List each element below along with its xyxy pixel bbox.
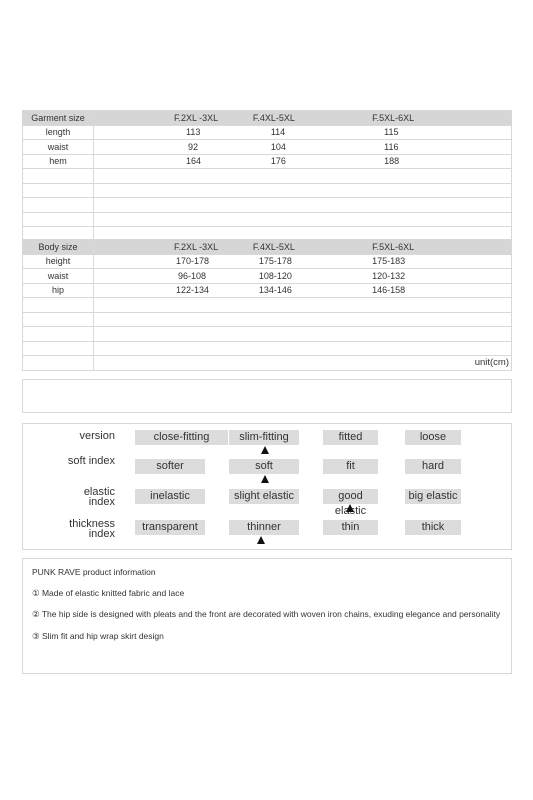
measure-value: 122-134 [94, 283, 233, 298]
measure-value: 92 [94, 140, 233, 155]
measure-value: 96-108 [94, 269, 233, 284]
selection-marker-icon [346, 504, 354, 512]
measure-label: length [23, 125, 94, 140]
option-chip: thin [323, 520, 378, 535]
size-col-3: F.5XL-6XL [372, 111, 511, 126]
selection-marker-icon [261, 475, 269, 483]
option-chip: fitted [323, 430, 378, 445]
table-row [23, 254, 512, 269]
option-chip: slight elastic [229, 489, 299, 504]
garment-size-table [22, 110, 512, 242]
product-info-point: ③ Slim fit and hip wrap skirt design [32, 631, 164, 641]
table-row [23, 125, 512, 140]
empty-row [23, 198, 512, 213]
measure-value: 170-178 [94, 254, 233, 269]
product-info-title: PUNK RAVE product information [32, 567, 156, 577]
empty-row [23, 341, 512, 356]
measure-value: 104 [233, 140, 372, 155]
empty-row [23, 312, 512, 327]
measure-value: 115 [372, 125, 511, 140]
property-label: thickness index [69, 518, 115, 540]
selection-marker-icon [257, 536, 265, 544]
product-info-point: ② The hip side is designed with pleats and the front are decorated with woven iron chains, exuding elegance and personality [32, 609, 501, 619]
property-label: version [79, 430, 115, 442]
measure-value: 164 [94, 154, 233, 169]
body-size-header: Body size [23, 240, 94, 255]
measure-value: 175-183 [372, 254, 511, 269]
measure-label: waist [23, 140, 94, 155]
option-chip: loose [405, 430, 461, 445]
table-row [23, 154, 512, 169]
unit-row [23, 356, 512, 371]
size-col-3: F.5XL-6XL [372, 240, 511, 255]
measure-value: 108-120 [233, 269, 372, 284]
option-chip-selected: good elastic [323, 489, 378, 504]
selection-marker-icon [261, 446, 269, 454]
size-col-2: F.4XL-5XL [233, 240, 372, 255]
measure-value: 176 [233, 154, 372, 169]
measure-label: waist [23, 269, 94, 284]
product-properties-panel [22, 423, 512, 550]
empty-row [23, 298, 512, 313]
property-label: elastic index [83, 486, 115, 508]
product-info-point: ① Made of elastic knitted fabric and lace [32, 588, 185, 598]
size-col-1: F.2XL -3XL [94, 111, 233, 126]
option-chip-selected: slim-fitting [229, 430, 299, 445]
garment-size-header: Garment size [23, 111, 94, 126]
option-chip: transparent [135, 520, 205, 535]
option-chip: softer [135, 459, 205, 474]
table-row [23, 269, 512, 284]
measure-value: 116 [372, 140, 511, 155]
measure-value: 188 [372, 154, 511, 169]
option-chip: close-fitting [135, 430, 228, 445]
option-chip: big elastic [405, 489, 461, 504]
measure-value: 134-146 [233, 283, 372, 298]
property-label: soft index [67, 455, 115, 467]
size-col-2: F.4XL-5XL [233, 111, 372, 126]
measure-value: 113 [94, 125, 233, 140]
blank-panel [22, 379, 512, 413]
measure-label: hem [23, 154, 94, 169]
measure-label: height [23, 254, 94, 269]
table-row [23, 283, 512, 298]
empty-row [23, 327, 512, 342]
option-chip: fit [323, 459, 378, 474]
option-chip: hard [405, 459, 461, 474]
body-size-header-row [23, 240, 512, 255]
option-chip-selected: thinner [229, 520, 299, 535]
unit-note: unit(cm) [94, 356, 512, 371]
body-size-table [22, 239, 512, 371]
measure-value: 175-178 [233, 254, 372, 269]
garment-size-header-row [23, 111, 512, 126]
size-col-1: F.2XL -3XL [94, 240, 233, 255]
table-row [23, 140, 512, 155]
measure-value: 114 [233, 125, 372, 140]
measure-value: 146-158 [372, 283, 511, 298]
product-info-panel [22, 558, 512, 674]
option-chip: thick [405, 520, 461, 535]
empty-row [23, 212, 512, 227]
option-chip-selected: soft [229, 459, 299, 474]
empty-row [23, 169, 512, 184]
measure-value: 120-132 [372, 269, 511, 284]
measure-label: hip [23, 283, 94, 298]
option-chip: inelastic [135, 489, 205, 504]
empty-row [23, 183, 512, 198]
